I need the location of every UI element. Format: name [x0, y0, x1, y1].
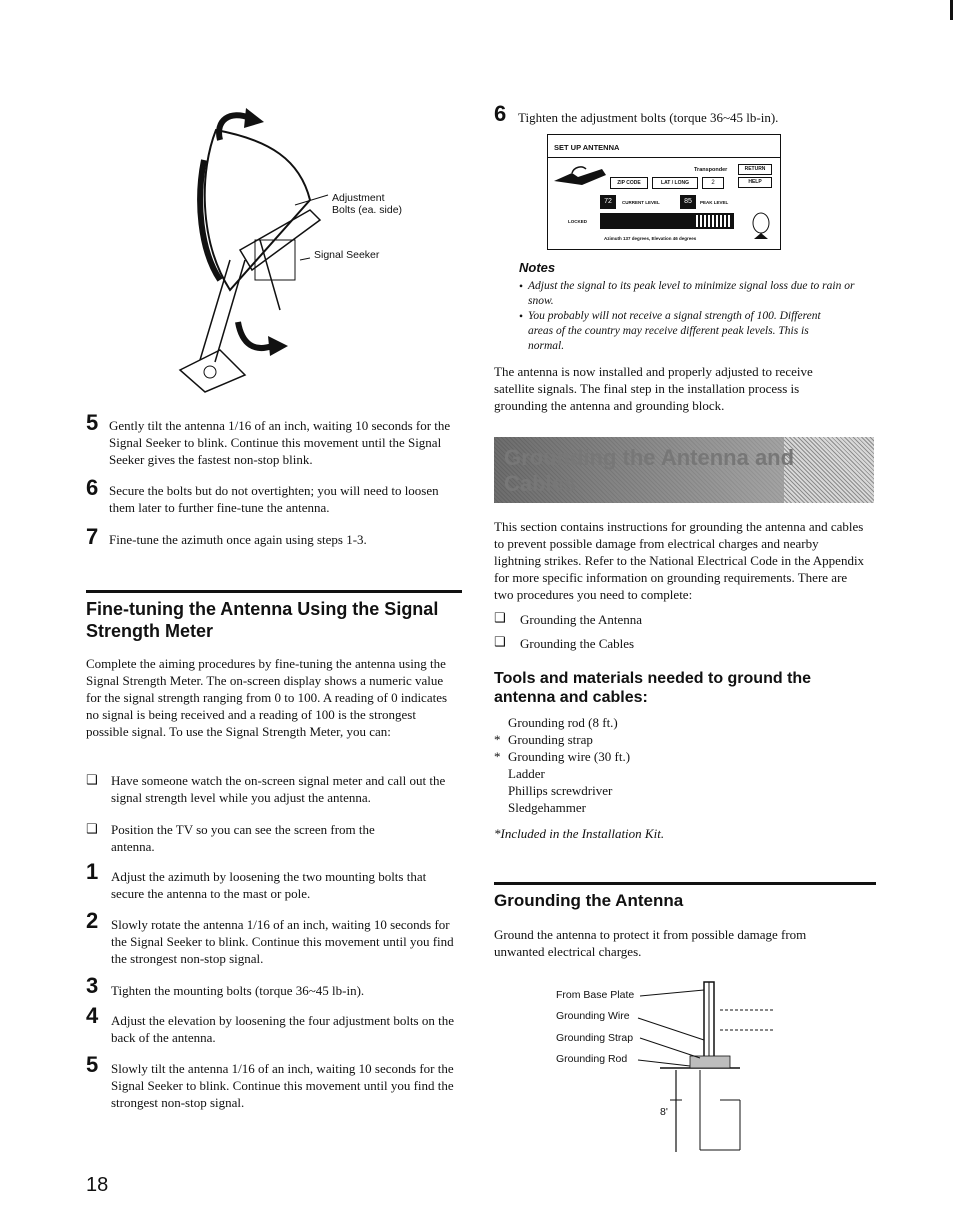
current-level-value: 72: [600, 195, 616, 209]
tools-item: Ladder: [508, 766, 545, 781]
setup-screen: [547, 134, 781, 250]
help-button[interactable]: HELP: [738, 177, 772, 188]
step-text: Gently tilt the antenna 1/16 of an inch, waiting 10 seconds for the Signal Seeker to blink. Continue this movement until the Signal Seeker gives the fastest non-stop blink.: [109, 418, 451, 467]
step-text: Adjust the azimuth by loosening the two mounting bolts that secure the antenna to the mast or pole.: [111, 869, 427, 901]
zip-code-button[interactable]: ZIP CODE: [610, 177, 648, 189]
grounding-wire-label: Grounding Wire: [556, 1010, 630, 1022]
current-level-label: CURRENT LEVEL: [622, 200, 660, 205]
section-title: Fine-tuning the Antenna Using the Signal Strength Meter: [86, 599, 439, 641]
checkbox-icon: ❑: [494, 635, 506, 650]
step-text: Slowly tilt the antenna 1/16 of an inch, waiting 10 seconds for the Signal Seeker to blink. Continue this movement until you find the strongest non-stop signal.: [111, 1061, 454, 1110]
grounding-figure: [620, 980, 780, 1158]
satellite-icon: [552, 163, 610, 189]
tools-footnote: *Included in the Installation Kit.: [494, 826, 665, 841]
transponder-field[interactable]: 2: [702, 177, 724, 189]
section-rule: [494, 882, 876, 885]
step-number: 6: [86, 475, 99, 500]
step-text: Fine-tune the azimuth once again using steps 1-3.: [109, 532, 367, 547]
tools-title: Tools and materials needed to ground the antenna and cables:: [494, 670, 812, 706]
notes-item: You probably will not receive a signal strength of 100. Different areas of the country may receive different peak levels. This is normal.: [528, 310, 821, 352]
step-number: 3: [86, 973, 99, 998]
azimuth-readout: Azimuth 137 degrees, Elevation 46 degrees: [604, 236, 697, 241]
checkbox-icon: ❑: [86, 773, 98, 788]
bullet-text: Have someone watch the on-screen signal meter and call out the signal strength level while you adjust the antenna.: [111, 773, 446, 805]
notes-bullet: •: [519, 311, 524, 323]
tools-item: * Grounding wire (30 ft.): [494, 749, 631, 764]
tools-item: Sledgehammer: [508, 800, 586, 815]
section-rule: [86, 590, 462, 593]
page-number: 18: [86, 1174, 109, 1196]
peak-level-label: PEAK LEVEL: [700, 200, 729, 205]
peak-level-value: 85: [680, 195, 696, 209]
step-number: 5: [86, 410, 99, 435]
return-button[interactable]: RETURN: [738, 164, 772, 175]
step-number: 1: [86, 859, 99, 884]
step-text: Slowly rotate the antenna 1/16 of an inch, waiting 10 seconds for the Signal Seeker to blink. Continue this movement until you find the strongest non-stop signal.: [111, 917, 454, 966]
step-number: 2: [86, 908, 99, 933]
transponder-label: Transponder: [694, 167, 728, 173]
antenna-figure: [160, 100, 420, 400]
step-text: Secure the bolts but do not overtighten; you will need to loosen them later to further fine-tune the antenna.: [109, 483, 439, 515]
checkbox-icon: ❑: [86, 822, 98, 837]
signal-seeker-label: Signal Seeker: [314, 249, 380, 261]
step-number: 4: [86, 1003, 99, 1028]
lat-long-button[interactable]: LAT / LONG: [652, 177, 698, 189]
grounding-rod-label: Grounding Rod: [556, 1053, 628, 1065]
tools-item: Grounding rod (8 ft.): [508, 715, 618, 730]
section-title: Grounding the Antenna: [494, 891, 684, 910]
adjustment-bolts-label: Adjustment Bolts (ea. side): [332, 192, 403, 216]
section-intro: This section contains instructions for grounding the antenna and cables to prevent possible damage from electrical charges and nearby lightning strikes. Refer to the National Electrical Code in the Appendix for more specific information on grounding requirements. There are two procedures you need to complete:: [494, 519, 865, 602]
step-number: 6: [494, 101, 507, 126]
step-text: Tighten the adjustment bolts (torque 36~45 lb-in).: [518, 110, 779, 125]
tools-item: * Grounding strap: [494, 732, 593, 747]
section-banner: [494, 437, 874, 503]
screen-title: SET UP ANTENNA: [554, 143, 620, 152]
from-base-plate-label: From Base Plate: [556, 989, 635, 1001]
step-number: 7: [86, 524, 99, 549]
bullet-text: Grounding the Cables: [520, 636, 635, 651]
notes-item: Adjust the signal to its peak level to minimize signal loss due to rain or snow.: [528, 280, 855, 307]
rod-length-label: 8': [660, 1106, 668, 1118]
step-text: Tighten the mounting bolts (torque 36~45 lb-in).: [111, 983, 365, 998]
notes-title: Notes: [519, 260, 556, 275]
edge-mark: [950, 0, 953, 20]
grounding-strap-label: Grounding Strap: [556, 1032, 634, 1044]
section-intro: Complete the aiming procedures by fine-tuning the antenna using the Signal Strength Meter. The on-screen display shows a numeric value for the signal strength ranging from 0 to 100. A reading of 0 indicates no signal is being received and a reading of 100 is the strongest possible signal. To use the Signal Strength Meter, you can:: [86, 656, 448, 739]
tools-list: [494, 714, 794, 816]
installed-paragraph: The antenna is now installed and properly adjusted to receive satellite signals. The final step in the installation process is grounding the antenna and grounding block.: [494, 364, 813, 413]
step-number: 5: [86, 1052, 99, 1077]
banner-title: Grounding the Antenna and Cables: [504, 445, 795, 496]
bullet-text: Position the TV so you can see the screen from the antenna.: [111, 822, 375, 854]
section-intro: Ground the antenna to protect it from possible damage from unwanted electrical charges.: [494, 927, 807, 959]
checkbox-icon: ❑: [494, 611, 506, 626]
step-text: Adjust the elevation by loosening the four adjustment bolts on the back of the antenna.: [111, 1013, 455, 1045]
bullet-text: Grounding the Antenna: [520, 612, 643, 627]
bell-icon: [748, 209, 774, 243]
notes-bullet: •: [519, 281, 524, 293]
locked-label: LOCKED: [568, 219, 587, 224]
tools-item: Phillips screwdriver: [508, 783, 613, 798]
